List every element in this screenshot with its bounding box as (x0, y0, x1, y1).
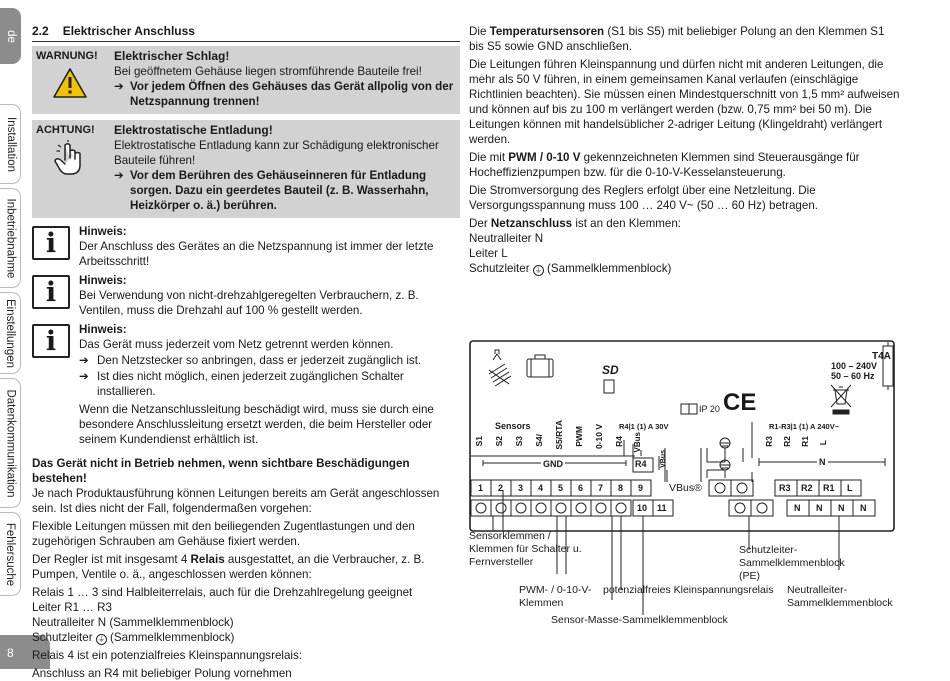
ground-symbol-icon: ⏚ (534, 266, 543, 275)
r4-rating: R4|1 (1) A 30V (619, 422, 669, 431)
paragraph: Je nach Produktausführung können Leitungen bereits am Gerät angeschlossen sein. Ist dies nicht der Fall, folgendermaßen vorgehen: (32, 487, 440, 515)
sd-label: SD (602, 363, 619, 377)
relay-label: R1 (800, 436, 810, 447)
text: Der (469, 217, 491, 230)
gnd-label: GND (543, 459, 563, 469)
relay-label: L (818, 440, 828, 446)
caution-text: Elektrostatische Entladung kann zur Schädigung elektronischer Bauteile führen! (114, 139, 439, 167)
bold-text: Temperatursensoren (489, 25, 605, 38)
caution-heading: Elektrostatische Entladung! (114, 123, 273, 137)
terminal-number: 2 (498, 483, 504, 493)
ip-rating: IP 20 (699, 404, 720, 414)
text: Die (469, 25, 490, 38)
warning-action: Vor jedem Öffnen des Gehäuses das Gerät allpolig von der Netzspannung trennen! (130, 80, 454, 108)
terminal-number: 7 (598, 483, 604, 493)
vbus-box-label: VBus (660, 450, 667, 468)
arrow-icon: ➔ (114, 80, 124, 93)
callout-sensor-block: Sensorklemmen / Klemmen für Schalter u. Fernversteller (469, 530, 582, 568)
terminal-number: 9 (638, 483, 644, 493)
paragraph: Flexible Leitungen müssen mit den beiliegenden Zugentlastungen und den zugehörigen Schrauben am Gehäuse fixiert werden. (32, 520, 415, 548)
warning-text: Bei geöffnetem Gehäuse liegen stromführende Bauteile frei! (114, 65, 422, 78)
arrow-icon: ➔ (79, 354, 89, 367)
terminal-number: 1 (478, 483, 484, 493)
relay-paragraph (32, 552, 460, 582)
bold-text: Netzanschluss (490, 217, 573, 230)
text: ist an den Klemmen: (572, 217, 682, 230)
relay-label: R3 (764, 436, 774, 447)
pe-line (469, 261, 901, 276)
relay-terminal: R2 (801, 483, 813, 493)
tab-label: Datenkommunikation (4, 388, 17, 498)
relay-terminal: R3 (779, 483, 791, 493)
terminal-number: 4 (538, 483, 544, 493)
info-icon: i (32, 226, 70, 260)
caution-action: Vor dem Berühren des Gehäuseinneren für Entladung sorgen. Dazu ein geerdetes Bauteil (z. B. Wasserhahn, Heizkörper o. ä.) berühren. (130, 169, 429, 212)
n-terminal: N (860, 503, 867, 513)
tab-de[interactable] (0, 8, 21, 64)
tab-label: Einstellungen (4, 298, 17, 368)
hint-2 (32, 273, 460, 318)
sensor-label: 0-10 V (594, 424, 604, 450)
hint-text: Der Anschluss des Gerätes an die Netzspannung ist immer der letzte Arbeitsschritt! (79, 240, 434, 268)
text: Schutzleiter (469, 262, 530, 275)
hint-title: Hinweis: (79, 274, 127, 287)
ce-mark: CE (723, 389, 757, 416)
damage-warning: Das Gerät nicht in Betrieb nehmen, wenn sichtbare Beschädigungen bestehen! (32, 457, 410, 485)
tab-inbetriebnahme[interactable] (0, 188, 21, 288)
sensor-label: S4/ (534, 434, 544, 447)
callout-n-block: Neutralleiter-Sammelklemmenblock (787, 584, 893, 609)
sensor-label: S3 (514, 436, 524, 447)
callout-pe-block: Schutzleiter-Sammelklemmenblock (PE) (739, 544, 845, 582)
caution-box (32, 120, 460, 218)
chapter-tabs (0, 0, 22, 669)
caution-label: ACHTUNG! (36, 124, 95, 136)
warning-box (32, 46, 460, 114)
bold-text: PWM / 0-10 V (508, 151, 581, 164)
line: Leiter L (469, 247, 508, 260)
page-number: 8 (0, 635, 50, 669)
section-title (32, 24, 460, 42)
line: Neutralleiter N (469, 232, 544, 245)
text: (S1 bis S5) mit beliebiger Polung an den Klemmen S1 bis S5 sowie GND anschließen. (469, 25, 885, 53)
section-number: 2.2 (32, 24, 49, 38)
warning-label: WARNUNG! (36, 50, 98, 62)
hint-bullet: Ist dies nicht möglich, einen jederzeit zugänglichen Schalter installieren. (97, 370, 404, 398)
sd-card-icon (604, 380, 614, 393)
r4-box-label: R4 (635, 459, 647, 469)
callout-relay4: potenzialfreies Kleinspannungsrelais (603, 584, 774, 596)
sensor-label: S1 (474, 436, 484, 447)
left-column (32, 24, 460, 681)
frequency-label: 50 – 60 Hz (831, 371, 875, 381)
callout-gnd-block: Sensor-Masse-Sammelklemmenblock (551, 614, 728, 626)
paragraph: Die Stromversorgung des Reglers erfolgt über eine Netzleitung. Die Versorgungsspannung muss 100 … 240 V~ (50 … 60 Hz) betragen. (469, 184, 818, 212)
sensor-label: S2 (494, 436, 504, 447)
warning-triangle-icon (52, 67, 114, 104)
line: Relais 1 … 3 sind Halbleiterrelais, auch für die Drehzahlregelung geeignet (32, 586, 413, 599)
callout-vbus: VBus® (669, 482, 702, 494)
hint-text: Bei Verwendung von nicht-drehzahlgeregelten Verbrauchern, z. B. Ventilen, muss die Drehzahl auf 100 % gestellt werden. (79, 289, 419, 317)
sensor-label: R4 (614, 436, 624, 447)
pe-line (32, 630, 460, 645)
n-terminal: N (838, 503, 845, 513)
tab-label: Installation (4, 116, 17, 172)
text: (Sammelklemmenblock) (547, 262, 672, 275)
text: Schutzleiter (32, 631, 93, 644)
hint-bullet: Den Netzstecker so anbringen, dass er jederzeit zugänglich ist. (97, 354, 422, 367)
terminal-diagram (469, 340, 901, 630)
text: Der Regler ist mit insgesamt 4 (32, 553, 191, 566)
relay-rating: R1-R3|1 (1) A 240V~ (769, 422, 840, 431)
arrow-icon: ➔ (79, 370, 89, 383)
voltage-label: 100 – 240V (831, 361, 878, 371)
tab-einstellungen[interactable] (0, 292, 21, 374)
hint-3 (32, 322, 460, 447)
tab-datenkommunikation[interactable] (0, 378, 21, 508)
terminal-number: 10 (637, 503, 648, 513)
sensor-label: VBus (633, 432, 642, 453)
hint-title: Hinweis: (79, 323, 127, 336)
paragraph: Die Leitungen führen Kleinspannung und dürfen nicht mit anderen Leitungen, die mehr als 50 V führen, in einem gemeinsamen Kanal verlaufen (einschlägige Richtlinien beachten). Sie müssen einen Mindestquerschnitt von 1,5 mm² aufweisen und können auf bis zu 100 m verlängert werden (bzw. 0,75 mm² bei 50 m). Die Leitungen können mit handelsüblicher 2-adriger Leitung (Klingeldraht) verlängert werden. (469, 58, 900, 146)
info-icon: i (32, 324, 70, 358)
n-terminal: N (794, 503, 801, 513)
line: Neutralleiter N (Sammelklemmenblock) (32, 616, 234, 629)
hand-touch-icon (52, 141, 114, 182)
ground-symbol-icon: ⏚ (97, 635, 106, 644)
mains-paragraph (469, 216, 901, 231)
text: (Sammelklemmenblock) (110, 631, 235, 644)
info-icon: i (32, 275, 70, 309)
n-terminal: N (816, 503, 823, 513)
tab-label: de (4, 29, 17, 43)
relay-label: R2 (782, 436, 792, 447)
tab-installation[interactable] (0, 104, 21, 184)
heating-symbol-icon (489, 350, 511, 386)
terminal-number: 6 (578, 483, 584, 493)
n-label: N (819, 457, 826, 467)
text: gekennzeichneten Klemmen sind Steuerausgänge für Hocheffizienzpumpen bzw. für die 0-10-V-Kesselansteuerung. (469, 151, 860, 179)
line: Relais 4 ist ein potenzialfreies Kleinspannungsrelais: (32, 649, 303, 662)
hint-text: Das Gerät muss jederzeit vom Netz getrennt werden können. (79, 338, 394, 351)
terminal-number: 5 (558, 483, 564, 493)
section-title-text: Elektrischer Anschluss (62, 24, 195, 38)
sensors-label: Sensors (495, 421, 531, 431)
terminal-number: 11 (657, 503, 667, 513)
text: ausgestattet, an die Verbraucher, z. B. Pumpen, Ventile o. ä., angeschlossen werden können: (32, 553, 425, 581)
hint-1 (32, 224, 460, 269)
hint-after-text: Wenn die Netzanschlussleitung beschädigt wird, muss sie durch eine besondere Anschlussleitung ersetzt werden, die beim Hersteller oder seinem Kundendienst erhältlich ist. (79, 403, 434, 446)
text: Die mit (469, 151, 509, 164)
briefcase-icon (527, 355, 553, 377)
relay-terminal: R1 (823, 483, 835, 493)
sensor-label: PWM (574, 426, 584, 447)
pwm-paragraph (469, 150, 901, 180)
hint-title: Hinweis: (79, 225, 127, 238)
fuse-label: T4A (872, 351, 891, 362)
callout-pwm: PWM- / 0-10-V-Klemmen (519, 584, 592, 609)
warning-heading: Elektrischer Schlag! (114, 49, 230, 63)
relay-terminal: L (847, 483, 853, 493)
terminal-number: 3 (518, 483, 524, 493)
line: Leiter R1 … R3 (32, 601, 112, 614)
line: Anschluss an R4 mit beliebiger Polung vornehmen (32, 667, 292, 680)
sensor-label: S5/RTA (554, 420, 564, 450)
tab-fehlersuche[interactable] (0, 512, 21, 596)
arrow-icon: ➔ (114, 169, 124, 182)
tab-label: Inbetriebnahme (4, 198, 17, 278)
tab-label: Fehlersuche (4, 522, 17, 586)
bold-text: Relais (190, 553, 225, 566)
terminal-number: 8 (618, 483, 624, 493)
right-column (469, 24, 901, 276)
sensor-paragraph (469, 24, 901, 54)
